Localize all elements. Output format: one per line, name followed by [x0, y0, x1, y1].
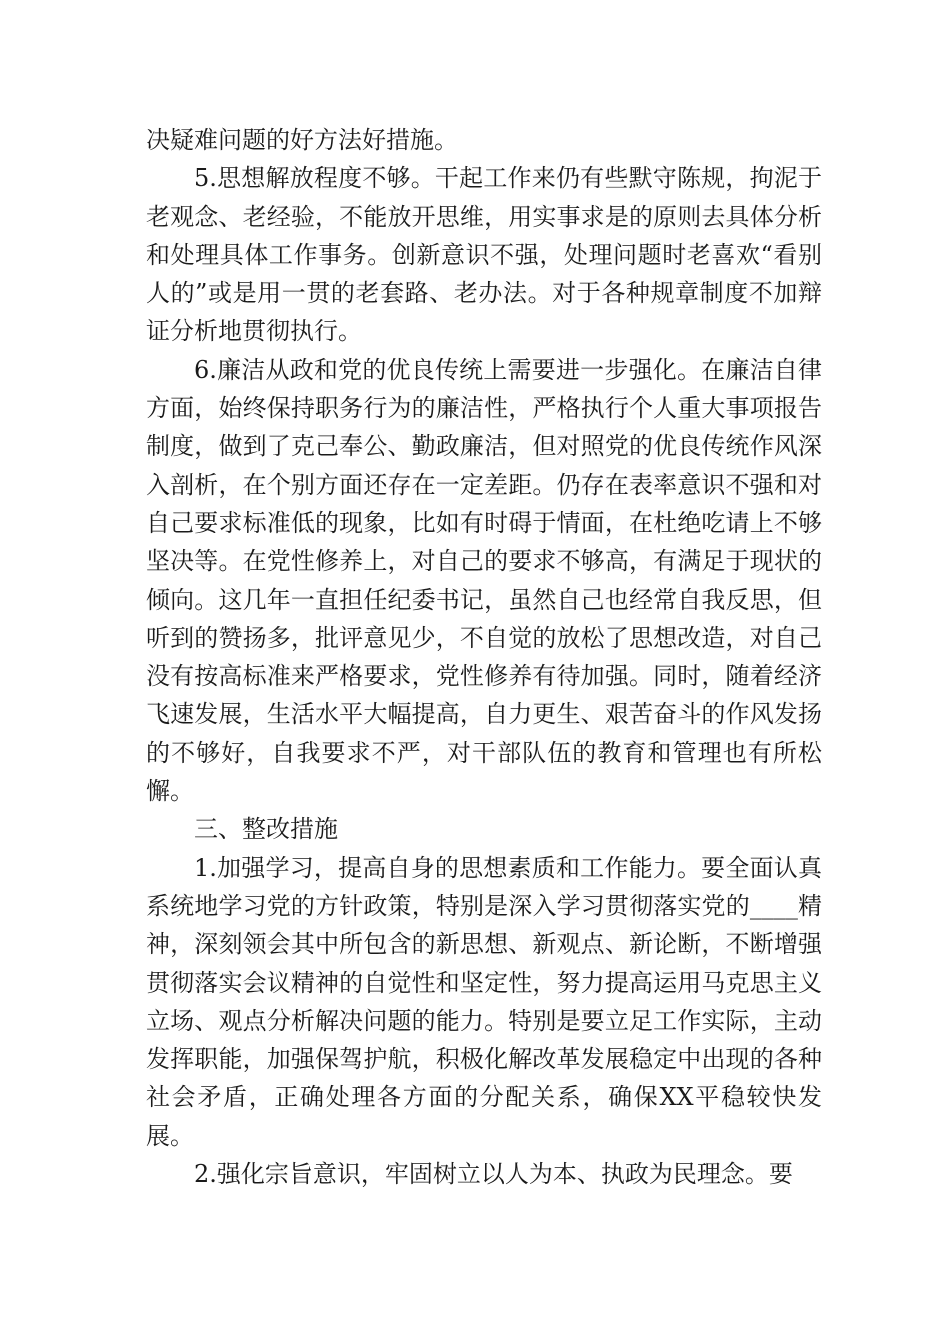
document-body	[146, 121, 822, 1193]
paragraph-measure-2: 2.强化宗旨意识，牢固树立以人为本、执政为民理念。要	[194, 1160, 793, 1189]
paragraph-item-6: 6.廉洁从政和党的优良传统上需要进一步强化。在廉洁自律方面，始终保持职务行为的廉洁性，严格执行个人重大事项报告制度，做到了克己奉公、勤政廉洁，但对照党的优良传统作风深入剖析，在个别方面还存在一定差距。仍存在表率意识不强和对自己要求标准低的现象，比如有时碍于情面，在杜绝吃请上不够坚决等。在党性修养上，对自己的要求不够高，有满足于现状的倾向。这几年一直担任纪委书记，虽然自己也经常自我反思，但听到的赞扬多，批评意见少，不自觉的放松了思想改造，对自己没有按高标准来严格要求，党性修养有待加强。同时，随着经济飞速发展，生活水平大幅提高，自力更生、艰苦奋斗的作风发扬的不够好，自我要求不严，对干部队伍的教育和管理也有所松懈。	[146, 355, 822, 806]
paragraph-item-5: 5.思想解放程度不够。干起工作来仍有些默守陈规，拘泥于老观念、老经验，不能放开思维，用实事求是的原则去具体分析和处理具体工作事务。创新意识不强，处理问题时老喜欢“看别人的”或是用一贯的老套路、老办法。对于各种规章制度不加辩证分析地贯彻执行。	[146, 164, 822, 346]
section-heading: 三、整改措施	[194, 815, 338, 844]
paragraph-measure-1: 1.加强学习，提高自身的思想素质和工作能力。要全面认真系统地学习党的方针政策，特别是深入学习贯彻落实党的____精神，深刻领会其中所包含的新思想、新观点、新论断，不断增强贯彻落实会议精神的自觉性和坚定性，努力提高运用马克思主义立场、观点分析解决问题的能力。特别是要立足工作实际，主动发挥职能，加强保驾护航，积极化解改革发展稳定中出现的各种社会矛盾，正确处理各方面的分配关系，确保XX平稳较快发展。	[146, 853, 822, 1150]
paragraph-continued: 决疑难问题的好方法好措施。	[146, 126, 458, 154]
